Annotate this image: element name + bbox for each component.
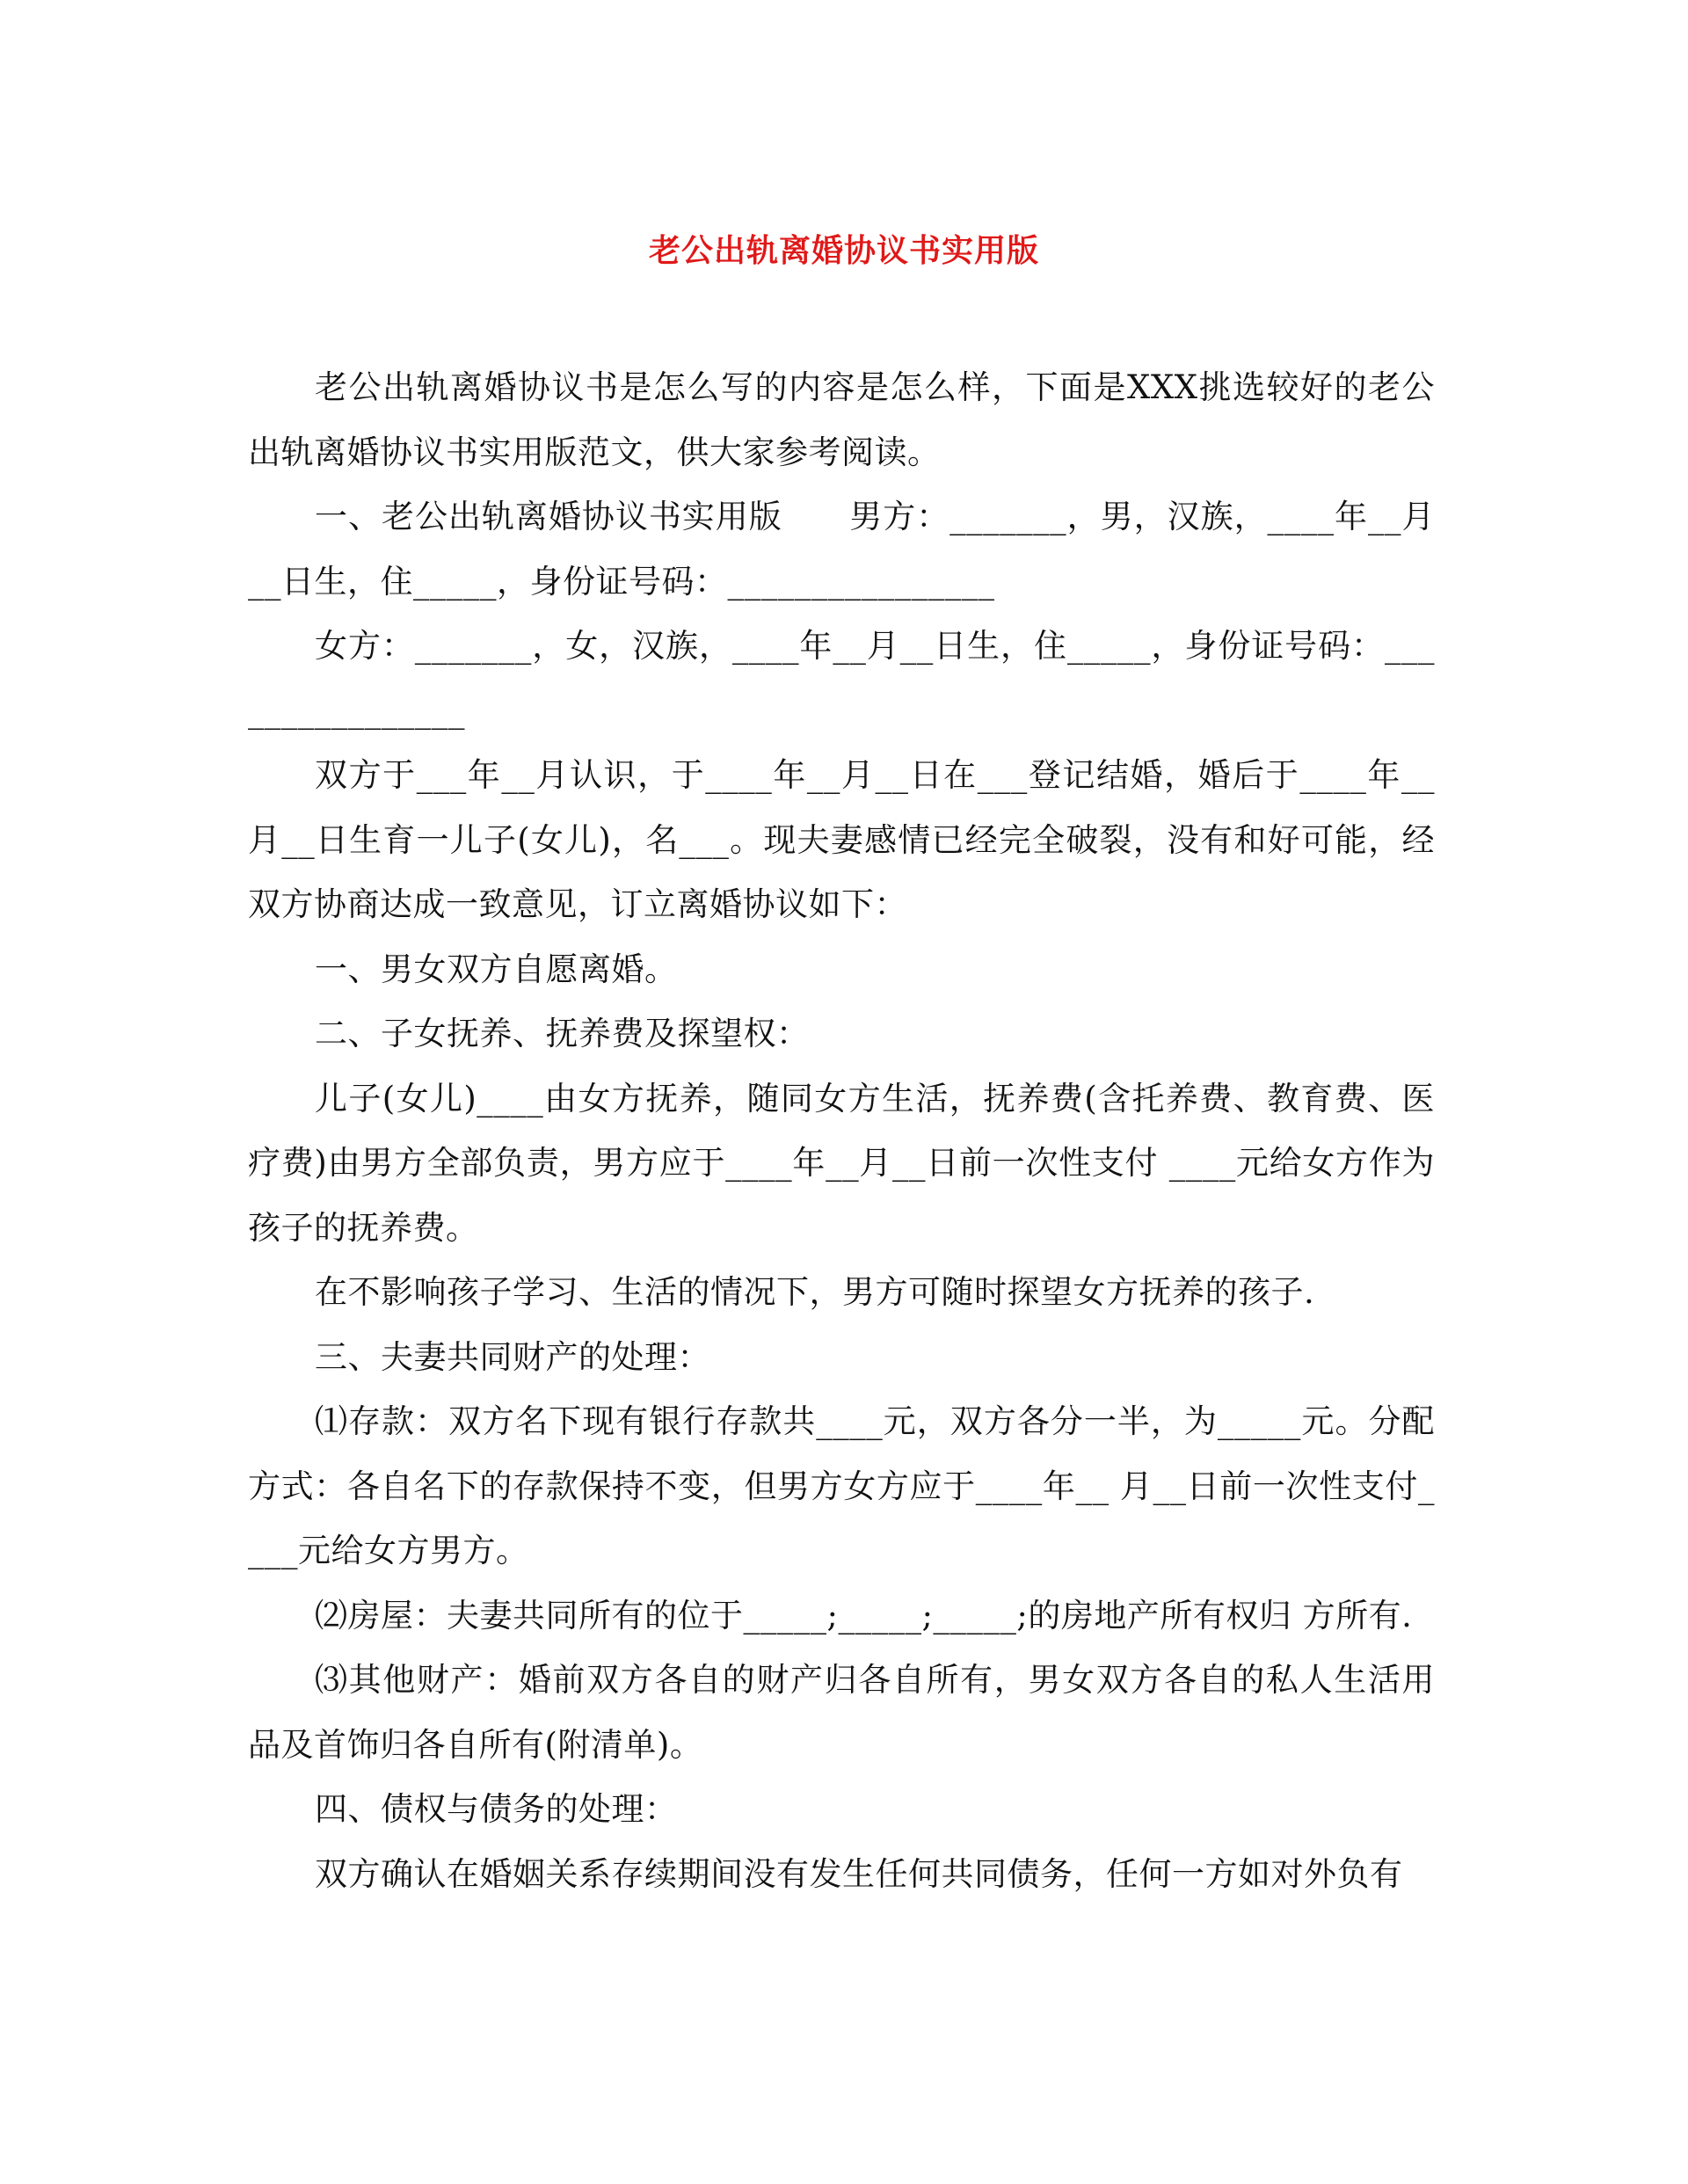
document-body [248, 355, 1435, 1906]
document-title: 老公出轨离婚协议书实用版 [648, 233, 1039, 269]
clause-2-heading: 二、子女抚养、抚养费及探望权： [315, 1015, 810, 1052]
visitation-paragraph: 在不影响孩子学习、生活的情况下，男方可随时探望女方抚养的孩子. [315, 1273, 1315, 1311]
section-heading: 一、老公出轨离婚协议书实用版 [315, 498, 782, 535]
debt-paragraph: 双方确认在婚姻关系存续期间没有发生任何共同债务，任何一方如对外负有 [315, 1854, 1403, 1893]
female-party-info: 女方：_______，女，汉族，____年__月__日生，住_____，身份证号码：________________ [248, 627, 1435, 730]
clause-4-heading: 四、债权与债务的处理： [315, 1790, 678, 1828]
other-property-paragraph: ⑶其他财产：婚前双方各自的财产归各自所有，男女双方各自的私人生活用品及首饰归各自所有(附清单)。 [248, 1661, 1435, 1764]
clause-3-heading: 三、夫妻共同财产的处理： [315, 1337, 710, 1376]
marriage-background-paragraph: 双方于___年__月认识，于____年__月__日在___登记结婚，婚后于____年__月__日生育一儿子(女儿)，名___。现夫妻感情已经完全破裂，没有和好可能，经双方协商达成一致意见，订立离婚协议如下： [248, 756, 1435, 923]
intro-paragraph: 老公出轨离婚协议书是怎么写的内容是怎么样，下面是XXX挑选较好的老公出轨离婚协议书实用版范文，供大家参考阅读。 [248, 368, 1435, 471]
child-custody-paragraph: 儿子(女儿)____由女方抚养，随同女方生活，抚养费(含托养费、教育费、医疗费)由男方全部负责，男方应于____年__月__日前一次性支付 ____元给女方作为孩子的抚养费。 [248, 1079, 1435, 1247]
housing-paragraph: ⑵房屋：夫妻共同所有的位于_____;_____;_____;的房地产所有权归 方所有. [315, 1596, 1413, 1634]
clause-1: 一、男女双方自愿离婚。 [315, 950, 678, 988]
male-party-info: 男方：_______，男，汉族，____年__月__日生，住_____，身份证号码：________________ [248, 498, 1435, 601]
section-heading-paragraph [248, 484, 1435, 614]
savings-paragraph: ⑴存款：双方名下现有银行存款共____元，双方各分一半，为_____元。分配方式：各自名下的存款保持不变，但男方女方应于____年__ 月__日前一次性支付____元给女方男方。 [248, 1402, 1435, 1569]
